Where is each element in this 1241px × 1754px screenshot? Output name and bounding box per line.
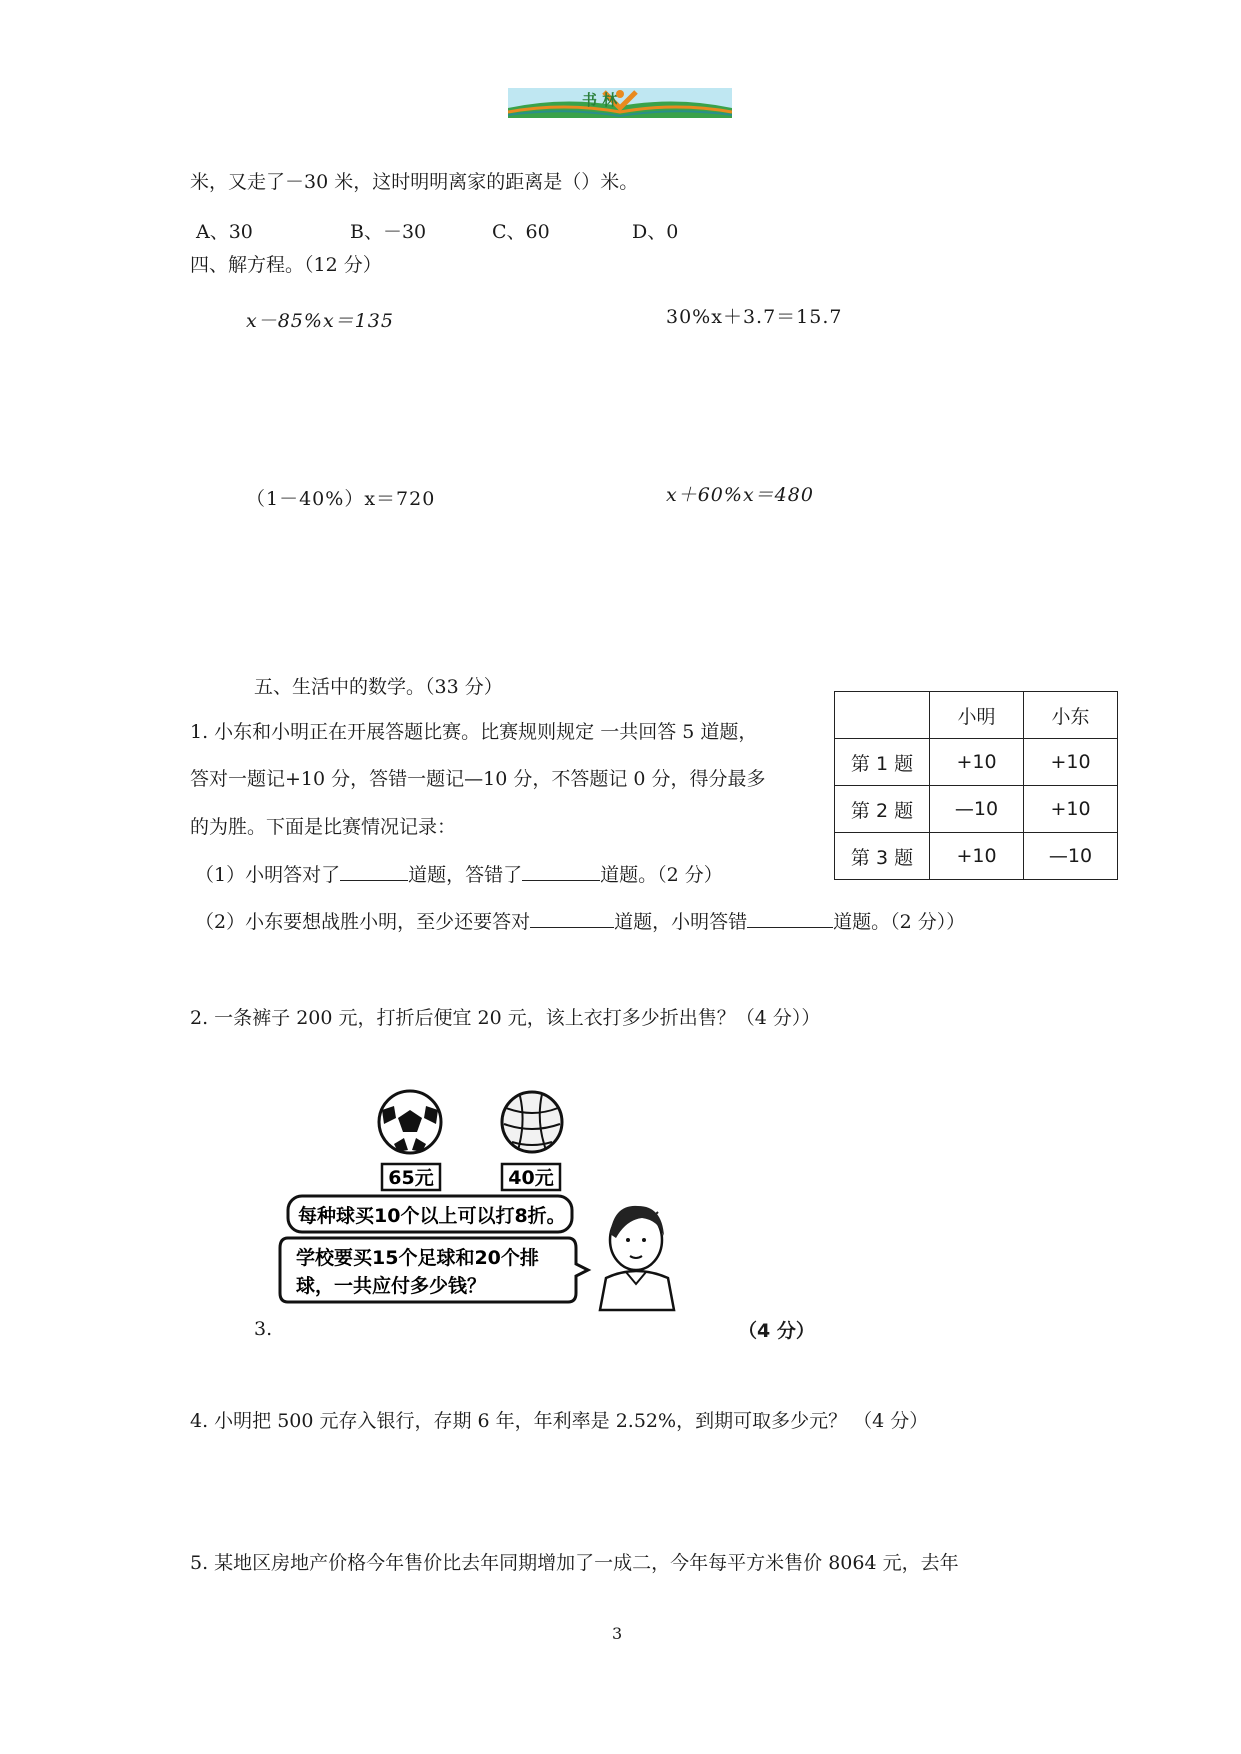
equation-3: （1－40%）x＝720 xyxy=(246,488,436,510)
table-cell: +10 xyxy=(930,739,1024,786)
equation-2: 30%x＋3.7＝15.7 xyxy=(666,306,843,328)
volleyball-price: 40元 xyxy=(508,1167,554,1189)
ball-purchase-illustration xyxy=(270,1088,710,1318)
table-cell: 第 1 题 xyxy=(835,739,930,786)
option-c: C、60 xyxy=(492,221,550,243)
table-row xyxy=(835,786,1118,833)
table-cell: +10 xyxy=(1024,739,1118,786)
q1-sub2: （2）小东要想战胜小明，至少还要答对 道题，小明答错 道题。（2 分）） xyxy=(195,911,966,933)
volleyball-icon xyxy=(502,1092,562,1152)
table-cell: +10 xyxy=(930,833,1024,880)
table-cell: 第 2 题 xyxy=(835,786,930,833)
question-4: 4. 小明把 500 元存入银行，存期 6 年，年利率是 2.52%，到期可取多少元？ （4 分） xyxy=(190,1410,929,1432)
q1-line-2: 答对一题记+10 分，答错一题记—10 分，不答题记 0 分，得分最多 xyxy=(190,768,766,790)
question-5: 5. 某地区房地产价格今年售价比去年同期增加了一成二，今年每平方米售价 8064 元，去年 xyxy=(190,1552,959,1574)
table-cell xyxy=(835,692,930,739)
bubble-2-line-2: 球，一共应付多少钱？ xyxy=(296,1275,487,1297)
question-2: 2. 一条裤子 200 元，打折后便宜 20 元，该上衣打多少折出售？（4 分）） xyxy=(190,1007,821,1029)
publisher-logo xyxy=(508,88,732,118)
football-icon xyxy=(379,1091,441,1153)
score-table xyxy=(834,691,1118,880)
boy-icon xyxy=(600,1206,674,1310)
option-d: D、0 xyxy=(632,221,679,243)
q1-line-1: 1. 小东和小明正在开展答题比赛。比赛规则规定 一共回答 5 道题， xyxy=(190,721,758,743)
answer-blank[interactable] xyxy=(340,879,408,881)
equation-1: x－85%x＝135 xyxy=(246,310,394,332)
football-price: 65元 xyxy=(388,1167,434,1189)
table-header-row xyxy=(835,692,1118,739)
table-cell: +10 xyxy=(1024,786,1118,833)
table-header: 小东 xyxy=(1024,692,1118,739)
q3-continuation: 米，又走了－30 米，这时明明离家的距离是（）米。 xyxy=(190,171,639,193)
q1-sub1: （1）小明答对了 道题，答错了 道题。（2 分） xyxy=(195,864,723,886)
table-cell: —10 xyxy=(930,786,1024,833)
page-number: 3 xyxy=(612,1624,623,1643)
answer-blank[interactable] xyxy=(747,926,833,928)
table-cell: 第 3 题 xyxy=(835,833,930,880)
option-a: A、30 xyxy=(196,221,253,243)
option-b: B、－30 xyxy=(350,221,427,243)
answer-blank[interactable] xyxy=(522,879,600,881)
question-3-score: （4 分） xyxy=(738,1320,815,1342)
answer-blank[interactable] xyxy=(530,926,614,928)
question-3-number: 3. xyxy=(254,1318,273,1340)
logo-text: 书 林 xyxy=(582,91,618,109)
bubble-1-text: 每种球买10个以上可以打8折。 xyxy=(298,1205,566,1227)
table-row xyxy=(835,739,1118,786)
table-header: 小明 xyxy=(930,692,1024,739)
section4-title: 四、解方程。（12 分） xyxy=(190,254,382,276)
bubble-2-line-1: 学校要买15个足球和20个排 xyxy=(296,1247,539,1269)
table-cell: —10 xyxy=(1024,833,1118,880)
table-row xyxy=(835,833,1118,880)
q1-line-3: 的为胜。下面是比赛情况记录： xyxy=(190,816,457,838)
equation-4: x＋60%x＝480 xyxy=(666,484,814,506)
section5-title: 五、生活中的数学。（33 分） xyxy=(254,676,503,698)
